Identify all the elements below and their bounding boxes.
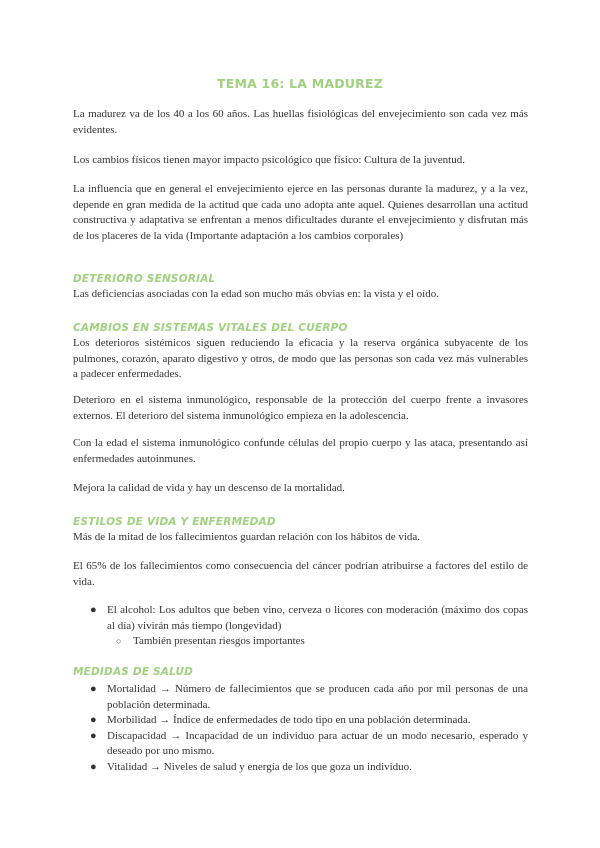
section-heading-sensorial: DETERIORO SENSORIAL [73, 273, 216, 285]
list-item [90, 729, 528, 760]
sistemas-paragraph: Con la edad el sistema inmunológico confunde células del propio cuerpo y las ataca, presentando así enfermedades autoinmunes. [73, 437, 528, 465]
bullet-icon: ● [90, 604, 97, 616]
intro-paragraph: Los cambios físicos tienen mayor impacto psicológico que físico: Cultura de la juventud. [73, 154, 465, 166]
estilos-sub-list [116, 634, 528, 650]
list-item-text: Mortalidad → Número de fallecimientos que se producen cada año por mil personas de una población determinada. [107, 683, 528, 711]
list-item [90, 760, 528, 776]
list-item [90, 713, 528, 729]
bullet-icon: ● [90, 760, 97, 773]
medidas-bullet-list [90, 682, 528, 775]
list-item-text: El alcohol: Los adultos que beben vino, cerveza o licores con moderación (máximo dos copas al día) vivirán más tiempo (longevidad) [107, 604, 528, 632]
estilos-paragraph: El 65% de los fallecimientos como consecuencia del cáncer podrían atribuirse a factores del estilo de vida. [73, 560, 528, 588]
sistemas-paragraph: Mejora la calidad de vida y hay un descenso de la mortalidad. [73, 482, 345, 494]
section-heading-sistemas: CAMBIOS EN SISTEMAS VITALES DEL CUERPO [73, 322, 348, 334]
list-item-text: Vitalidad → Niveles de salud y energía de los que goza un individuo. [107, 760, 412, 773]
intro-paragraph: La madurez va de los 40 a los 60 años. Las huellas fisiológicas del envejecimiento son cada vez más evidentes. [73, 108, 528, 136]
bullet-icon: ● [90, 683, 97, 695]
intro-paragraph: La influencia que en general el envejecimiento ejerce en las personas durante la madurez, y a la vez, depende en gran medida de la actitud que cada uno adopta ante aquel. Quienes desarrollan una actitud constructiva y adaptativa se enfrentan a menos dificultades durante el envejecimiento y disfrutan más de los placeres de la vida (Importante adaptación a los cambios corporales) [73, 183, 528, 242]
section-heading-medidas: MEDIDAS DE SALUD [73, 666, 194, 678]
list-item [90, 603, 528, 634]
list-item-text: Discapacidad → Incapacidad de un individuo para actuar de un modo necesario, esperado y deseado por uno mismo. [107, 729, 528, 757]
estilos-bullet-list [90, 603, 528, 634]
bullet-icon: ● [90, 729, 97, 742]
sistemas-paragraph: Deterioro en el sistema inmunológico, responsable de la protección del cuerpo frente a invasores externos. El deterioro del sistema inmunológico empieza en la adolescencia. [73, 394, 528, 422]
bullet-icon: ● [90, 714, 97, 726]
list-item [116, 634, 528, 650]
estilos-paragraph: Más de la mitad de los fallecimientos guardan relación con los hábitos de vida. [73, 531, 421, 543]
page-title: TEMA 16: LA MADUREZ [217, 76, 383, 91]
list-item [90, 682, 528, 713]
circle-bullet-icon: ○ [116, 636, 122, 646]
sensorial-paragraph: Las deficiencias asociadas con la edad son mucho más obvias en: la vista y el oído. [73, 288, 439, 300]
section-heading-estilos: ESTILOS DE VIDA Y ENFERMEDAD [73, 516, 276, 528]
sistemas-paragraph: Los deterioros sistémicos siguen reduciendo la eficacia y la reserva orgánica subyacente de los pulmones, corazón, aparato digestivo y otros, de modo que las personas son cada vez más vulnerables a padecer enfermedades. [73, 337, 528, 380]
list-item-text: Morbilidad → Índice de enfermedades de todo tipo en una población determinada. [107, 714, 471, 726]
list-item-text: También presentan riesgos importantes [133, 635, 305, 647]
